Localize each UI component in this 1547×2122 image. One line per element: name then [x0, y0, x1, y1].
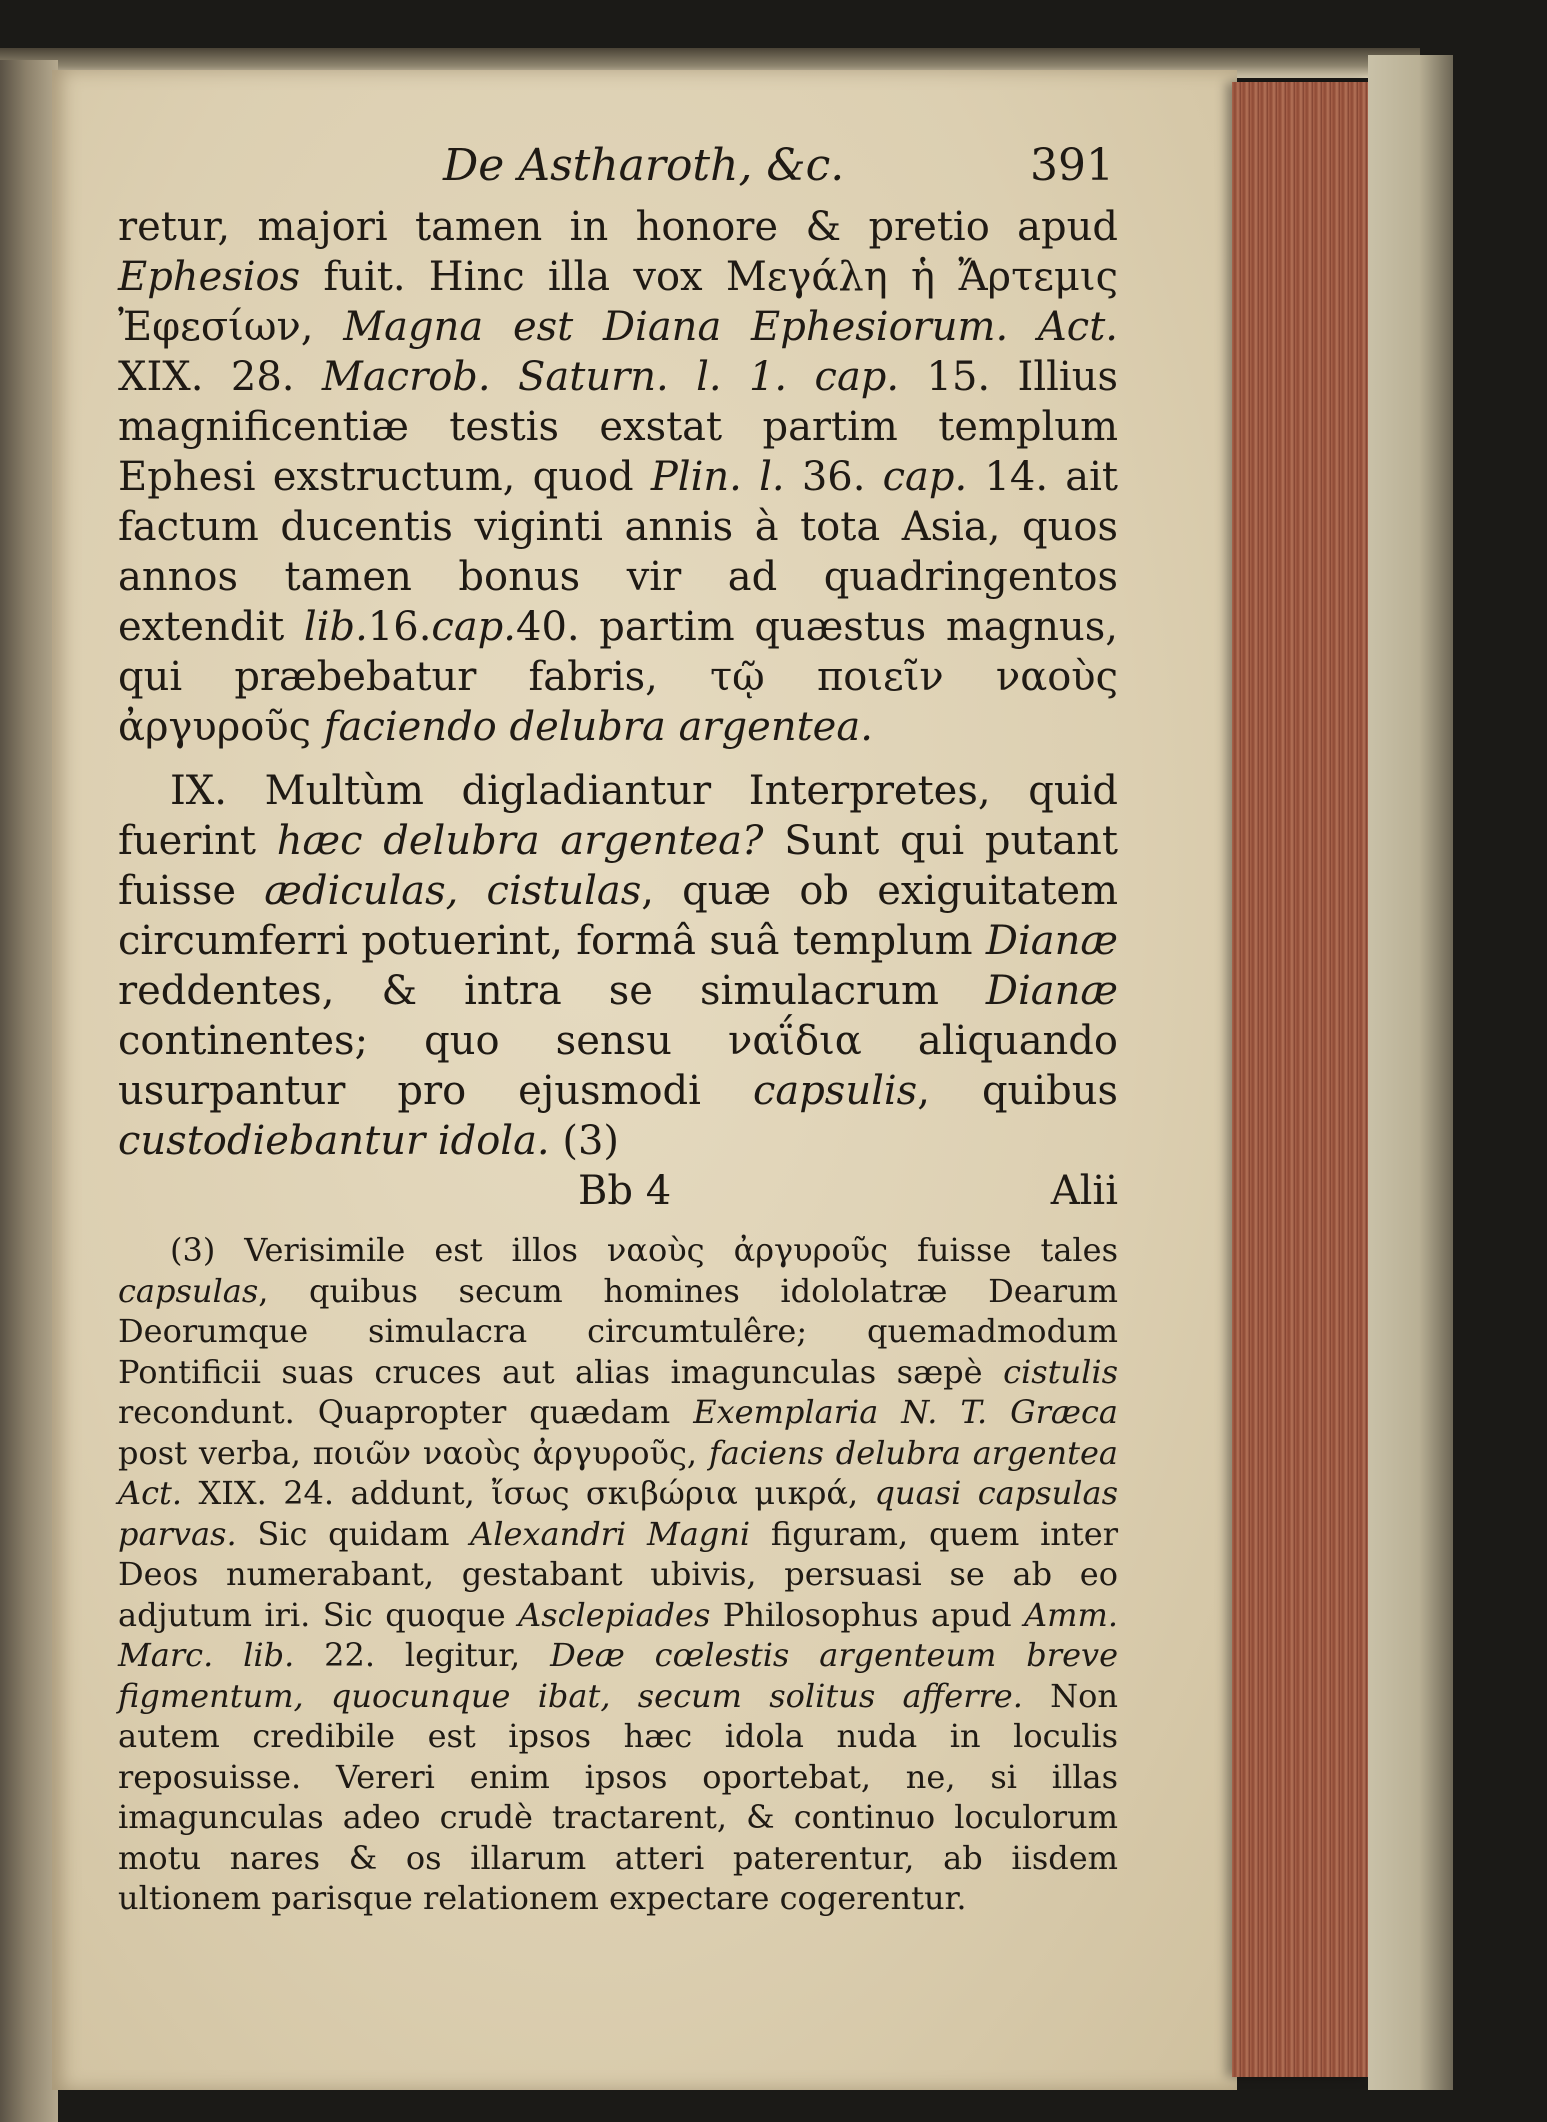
text-run: reddentes, & intra se simulacrum [118, 968, 986, 1014]
italic-run: hæc delubra argentea? [276, 818, 764, 864]
italic-run: Magna est Diana Ephesiorum. Act. [343, 304, 1118, 350]
italic-run: ædiculas, cistulas [264, 868, 642, 914]
page-number: 391 [1030, 140, 1114, 191]
paragraph-1 [118, 202, 1118, 752]
text-run: post verba, ποιῶν ναοὺς ἀργυροῦς, [118, 1433, 709, 1472]
italic-run: Deæ cœlestis argenteum breve figmentum, quocunque ibat, secum solitus afferre. [118, 1636, 1119, 1715]
italic-run: Dianæ [985, 918, 1118, 964]
text-run: , quibus secum homines idololatræ Dearum Deorumque simulacra circumtulêre; quemadmodum Pontificii suas cruces aut alias imagunculas sæpè [118, 1271, 1118, 1391]
text-run: retur, majori tamen in honore & pretio apud [118, 204, 1118, 250]
italic-run: cistulis [1003, 1352, 1118, 1391]
italic-run: Alexandri Magni [470, 1514, 751, 1553]
text-run: 15. Illius magnificentiæ testis exstat partim templum Ephesi exstructum, quod [118, 354, 1118, 500]
text-run: Sunt qui putant fuisse [118, 818, 1119, 914]
page-edges [1232, 82, 1370, 2077]
text-run: , quæ ob exiguitatem circumferri potuerint, formâ suâ templum [118, 868, 1119, 964]
italic-run: Dianæ [985, 968, 1118, 1014]
italic-run: Plin. l. [650, 454, 785, 500]
text-run: 40. partim quæstus magnus, qui præbebatur fabris, τῷ ποιεῖν ναοὺς ἀργυροῦς [118, 604, 1118, 750]
text-run: 22. legitur, [294, 1636, 551, 1674]
italic-run: quasi capsulas parvas. [118, 1474, 1118, 1553]
italic-run: Macrob. Saturn. l. 1. cap. [321, 354, 900, 400]
text-run: XIX. 28. [118, 354, 322, 400]
book-gutter [0, 60, 58, 2122]
text-run: 36. [784, 454, 883, 500]
signature-line [118, 1166, 1118, 1216]
italic-run: Ephesios [118, 254, 301, 300]
text-run: (3) [549, 1118, 620, 1164]
text-run: figuram, quem inter Deos numerabant, gestabant ubivis, persuasi se ab eo adjutum iri. Sic quoque [118, 1514, 1119, 1634]
running-header [118, 140, 1118, 202]
text-run: 14. ait factum ducentis viginti annis à tota Asia, quos annos tamen bonus vir ad quadringentos extendit [118, 454, 1119, 650]
text-run: XIX. 24. addunt, ἴσως σκιβώρια μικρά, [182, 1474, 875, 1512]
signature-mark: Bb 4 [578, 1168, 672, 1214]
italic-run: capsulis [752, 1068, 918, 1114]
running-title: De Astharoth, &c. [443, 140, 845, 191]
italic-run: faciendo delubra argentea. [323, 704, 873, 750]
text-run: continentes; quo sensu ναΐδια aliquando usurpantur pro ejusmodi [118, 1018, 1118, 1114]
italic-run: custodiebantur idola. [118, 1118, 550, 1164]
text-block [118, 140, 1118, 1951]
italic-run: Exemplaria N. T. Græca [693, 1393, 1119, 1431]
catchword: Alii [1050, 1168, 1118, 1214]
italic-run: capsulas [118, 1271, 259, 1310]
italic-run: faciens delubra argentea Act. [118, 1433, 1119, 1512]
text-run: IX. Multùm digladiantur Interpretes, quid fuerint [118, 768, 1118, 864]
text-run: fuit. Hinc illa vox Μεγάλη ἡ Ἄρτεμις Ἐφεσίων, [118, 254, 1118, 350]
text-run: Philosophus apud [710, 1595, 1025, 1634]
paragraph-2 [118, 766, 1118, 1166]
italic-run: lib. [303, 604, 368, 650]
footnote [118, 1230, 1118, 1919]
text-run: (3) Verisimile est illos ναοὺς ἀργυροῦς fuisse tales [170, 1231, 1118, 1269]
text-run: , quibus [917, 1068, 1118, 1114]
text-run: Non autem credibile est ipsos hæc idola nuda in loculis reposuisse. Vereri enim ipsos oportebat, ne, si illas imagunculas adeo crudè tractarent, & continuo loculorum motu nares & os illarum atteri paterentur, ab iisdem ultionem parisque relationem expectare cogerentur. [118, 1676, 1119, 1917]
text-run: recondunt. Quapropter quædam [118, 1393, 694, 1431]
italic-run: Asclepiades [518, 1595, 711, 1634]
italic-run: cap. [431, 604, 516, 650]
book-cover-edge [1368, 55, 1453, 2090]
italic-run: Amm. Marc. lib. [118, 1595, 1119, 1674]
text-run: Sic quidam [236, 1514, 471, 1553]
italic-run: cap. [882, 454, 968, 500]
text-run: 16. [367, 604, 432, 650]
